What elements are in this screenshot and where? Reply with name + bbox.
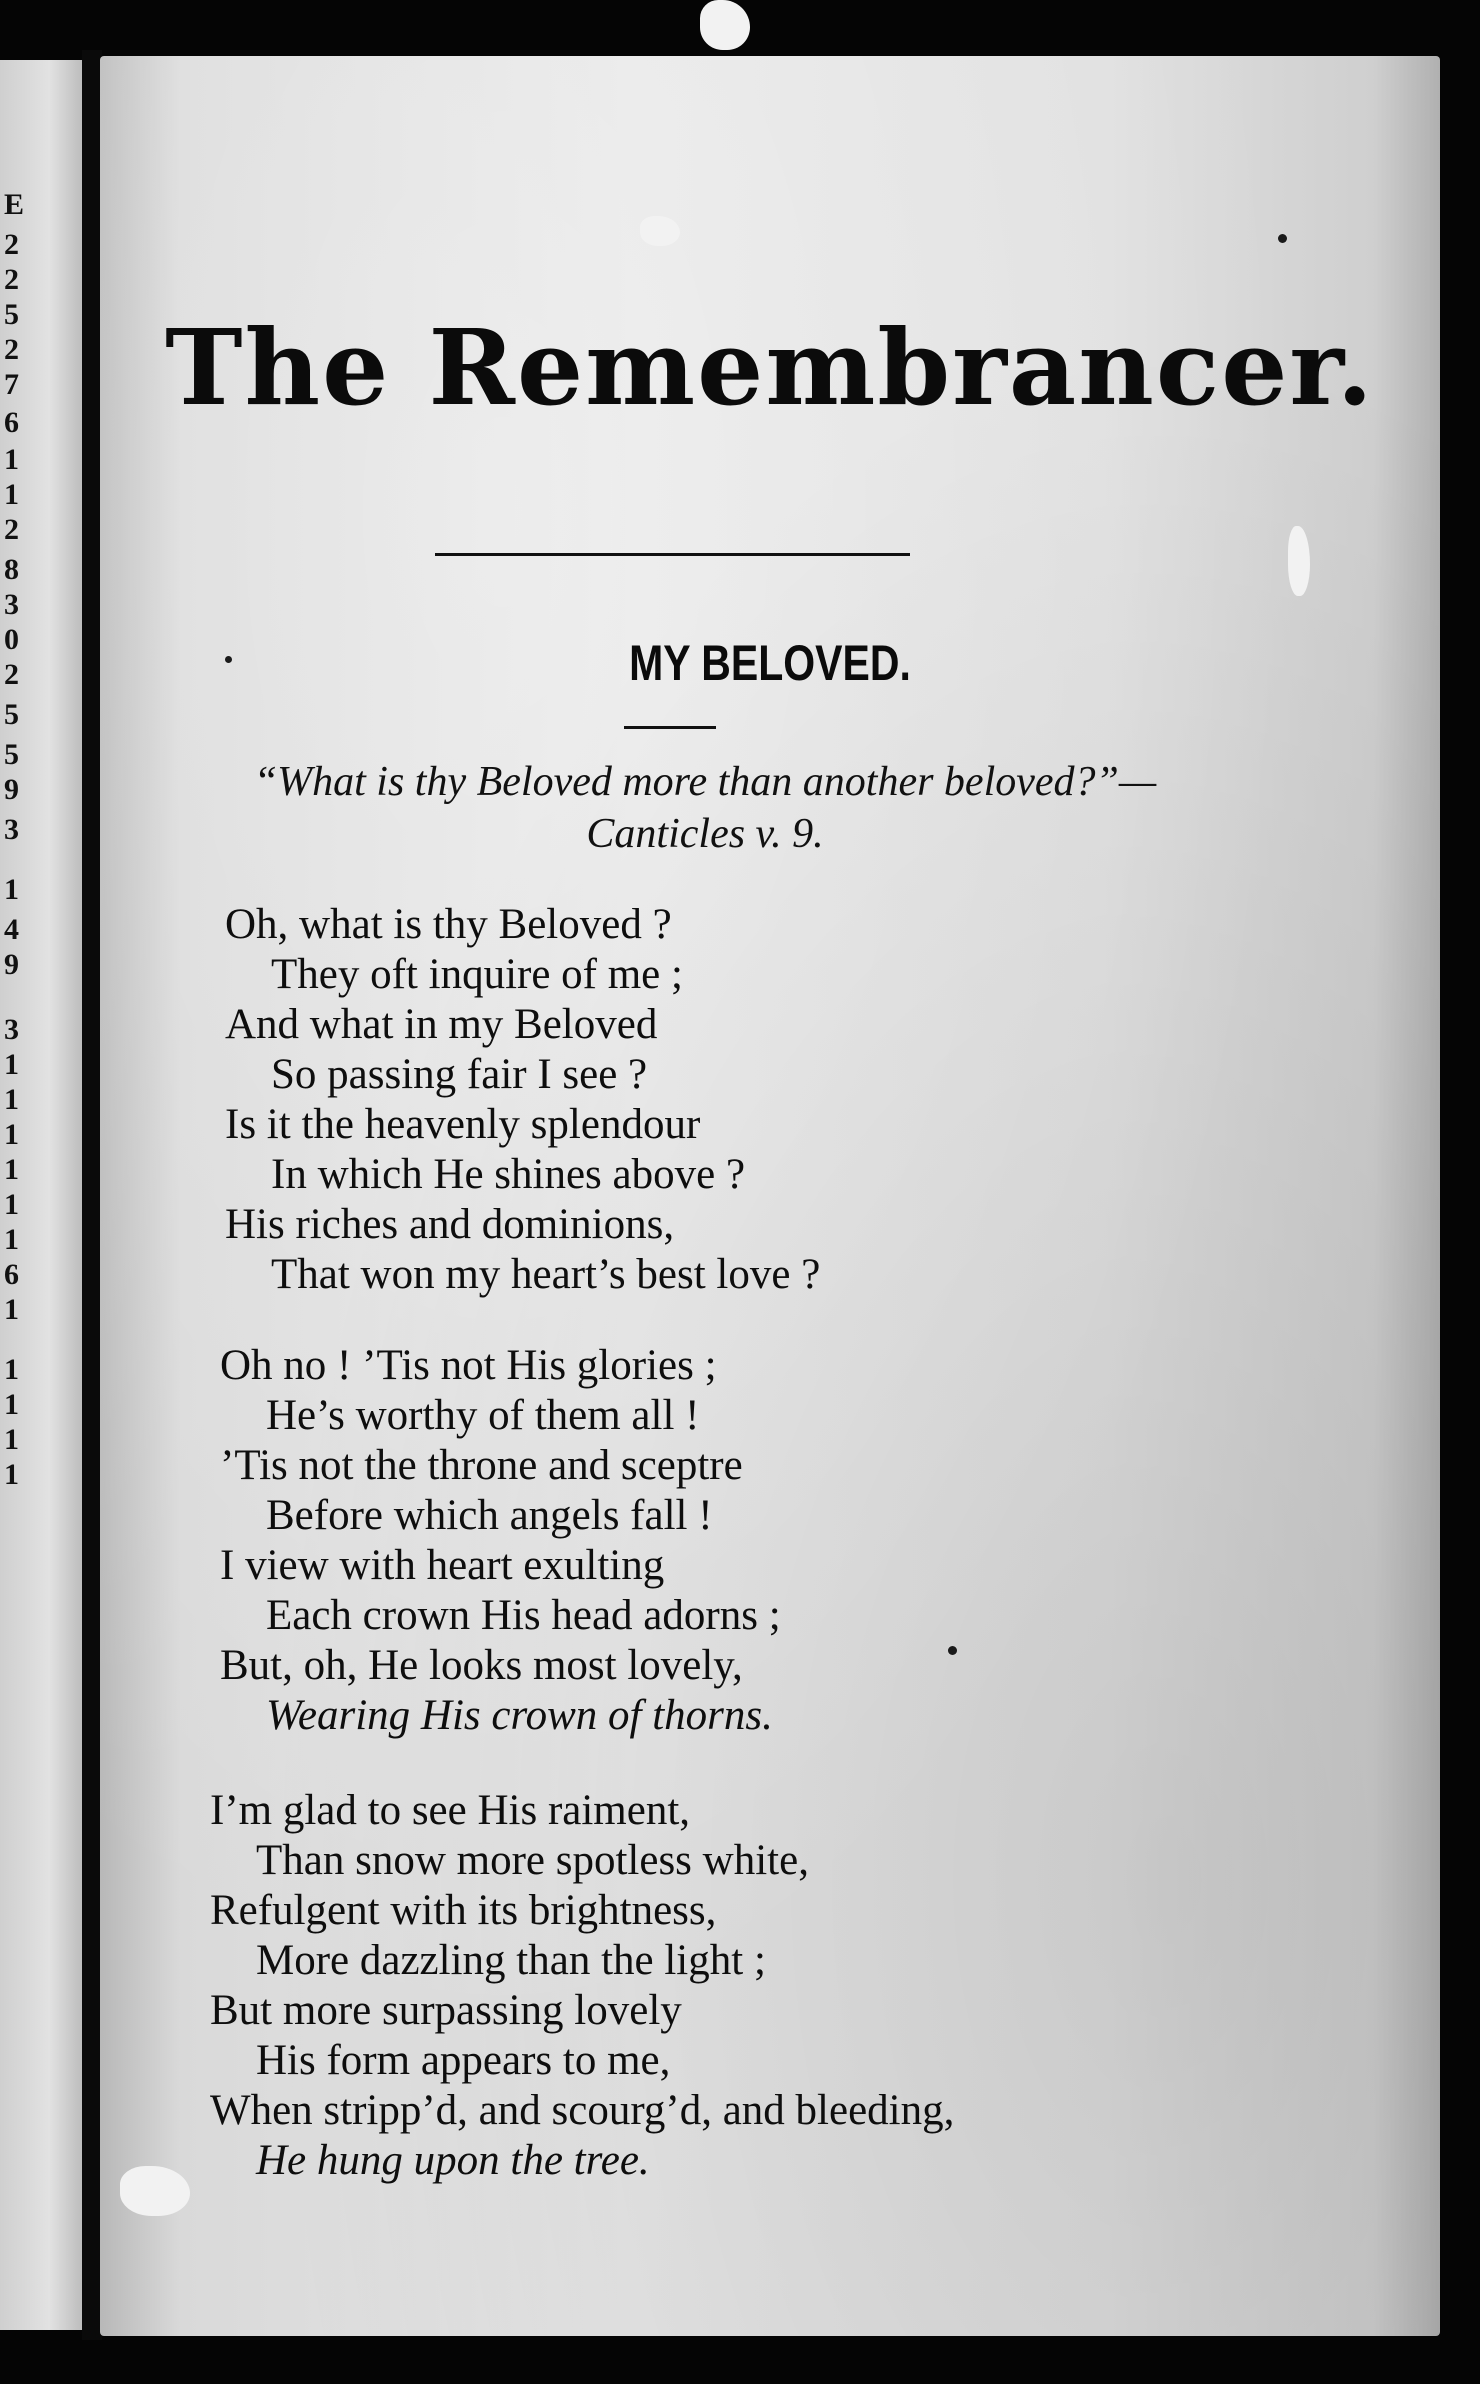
poem-line: His form appears to me,	[256, 2037, 671, 2084]
poem-line: And what in my Beloved	[225, 1001, 658, 1048]
stanza-3	[210, 1786, 1310, 2186]
prev-page-number: 3	[4, 1013, 19, 1046]
prev-page-number: 5	[4, 298, 19, 331]
prev-page-number: 1	[4, 478, 19, 511]
prev-page-number: 1	[4, 1153, 19, 1186]
poem-line: His riches and dominions,	[225, 1201, 675, 1248]
prev-page-number: 1	[4, 1118, 19, 1151]
masthead-rule	[435, 553, 910, 556]
poem-line: But more surpassing lovely	[210, 1987, 682, 2034]
poem-line: He hung upon the tree.	[256, 2137, 650, 2184]
epigraph-quote: “What is thy Beloved more than another beloved?”—	[253, 759, 1157, 805]
prev-page-number: 1	[4, 1458, 19, 1491]
prev-page-number: 1	[4, 1353, 19, 1386]
prev-page-number: E	[4, 188, 25, 221]
prev-page-number: 5	[4, 738, 19, 771]
poem-line: Refulgent with its brightness,	[210, 1887, 717, 1934]
poem-line: But, oh, He looks most lovely,	[220, 1642, 743, 1689]
paper-blemish	[640, 216, 680, 246]
epigraph	[130, 756, 1280, 860]
paper-speck	[225, 656, 232, 663]
masthead-title: The Remembrancer.	[165, 306, 1375, 429]
stanza-2	[220, 1341, 1320, 1741]
prev-page-number: 1	[4, 1388, 19, 1421]
page	[100, 56, 1440, 2336]
prev-page-number: 1	[4, 1083, 19, 1116]
poem-line: Oh, what is thy Beloved ?	[225, 901, 672, 948]
paper-blemish	[700, 0, 750, 50]
poem-line: When stripp’d, and scourg’d, and bleeding,	[210, 2087, 955, 2134]
poem-line: ’Tis not the throne and sceptre	[220, 1442, 743, 1489]
paper-blemish	[1288, 526, 1310, 596]
prev-page-number: 1	[4, 873, 19, 906]
prev-page-number: 9	[4, 948, 19, 981]
poem-line: Each crown His head adorns ;	[266, 1592, 781, 1639]
poem-line: Than snow more spotless white,	[256, 1837, 809, 1884]
prev-page-number: 1	[4, 1048, 19, 1081]
prev-page-number: 1	[4, 1223, 19, 1256]
prev-page-number: 1	[4, 1293, 19, 1326]
prev-page-number: 6	[4, 1258, 19, 1291]
poem-line: I view with heart exulting	[220, 1542, 665, 1589]
prev-page-number: 2	[4, 513, 19, 546]
prev-page-number: 3	[4, 588, 19, 621]
prev-page-number: 0	[4, 623, 19, 656]
paper-speck	[948, 1646, 957, 1655]
prev-page-number: 8	[4, 553, 19, 586]
book-gutter	[82, 50, 102, 2340]
prev-page-number: 2	[4, 658, 19, 691]
prev-page-number: 6	[4, 406, 19, 439]
prev-page-number: 2	[4, 228, 19, 261]
prev-page-number: 1	[4, 443, 19, 476]
previous-page-edge	[0, 60, 82, 2330]
poem-line: Before which angels fall !	[266, 1492, 713, 1539]
prev-page-number: 5	[4, 698, 19, 731]
epigraph-source: Canticles v. 9.	[586, 811, 824, 857]
poem-line: They oft inquire of me ;	[271, 951, 683, 998]
poem-line: Is it the heavenly splendour	[225, 1101, 701, 1148]
prev-page-number: 9	[4, 773, 19, 806]
poem-line: That won my heart’s best love ?	[271, 1251, 821, 1298]
poem-line: Oh no ! ’Tis not His glories ;	[220, 1342, 717, 1389]
stanza-1	[225, 900, 1325, 1300]
paper-speck	[1278, 234, 1287, 243]
poem-line: More dazzling than the light ;	[256, 1937, 766, 1984]
prev-page-number: 2	[4, 263, 19, 296]
poem-title: MY BELOVED.	[629, 635, 911, 691]
poem-line: I’m glad to see His raiment,	[210, 1787, 691, 1834]
prev-page-number: 2	[4, 333, 19, 366]
prev-page-number: 1	[4, 1188, 19, 1221]
poem-line: So passing fair I see ?	[271, 1051, 648, 1098]
prev-page-number: 4	[4, 913, 19, 946]
title-rule	[624, 726, 716, 729]
poem-line: He’s worthy of them all !	[266, 1392, 700, 1439]
prev-page-number: 1	[4, 1423, 19, 1456]
prev-page-number: 7	[4, 368, 19, 401]
prev-page-number: 3	[4, 813, 19, 846]
poem-line: Wearing His crown of thorns.	[266, 1692, 773, 1739]
poem-line: In which He shines above ?	[271, 1151, 746, 1198]
paper-blemish	[120, 2166, 190, 2216]
